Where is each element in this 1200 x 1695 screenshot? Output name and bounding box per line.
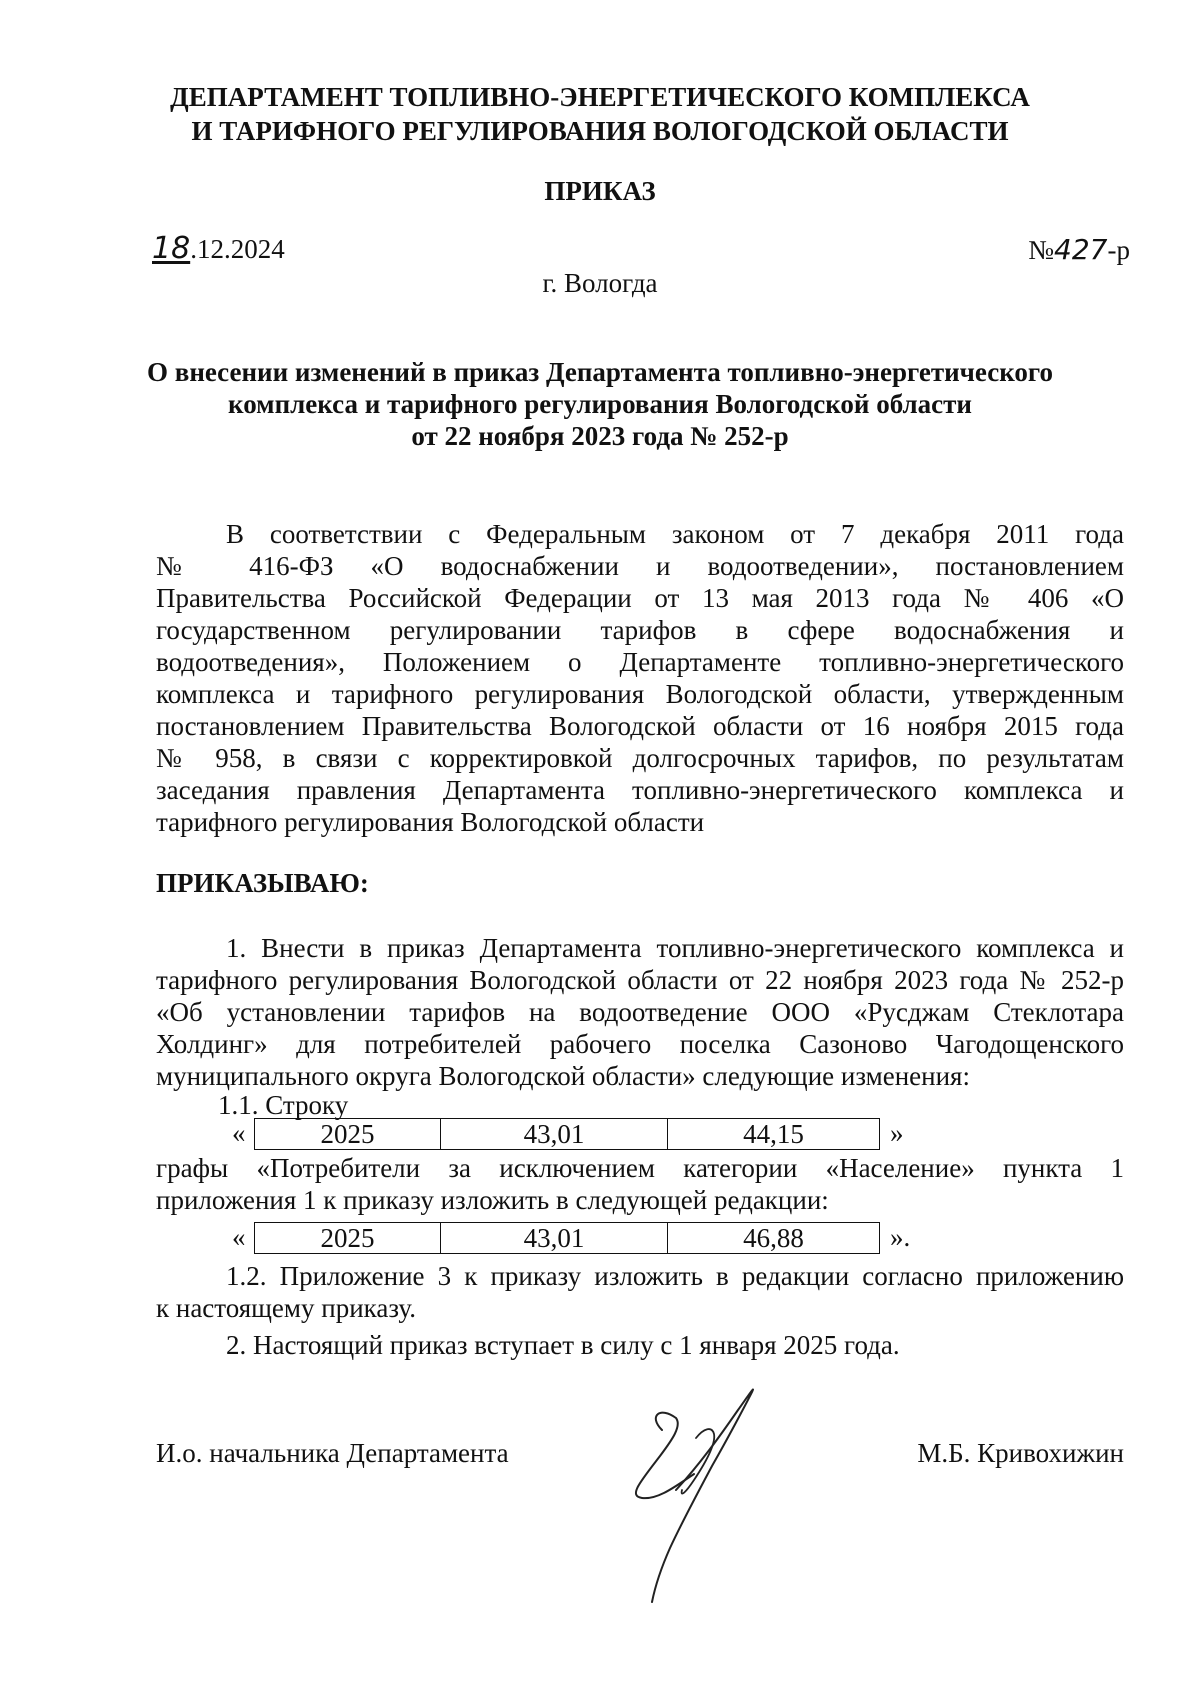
number-prefix: №: [1028, 235, 1055, 265]
date-month-year: .12.2024: [190, 234, 285, 264]
item-1-line: тарифного регулирования Вологодской области от 22 ноября 2023 года № 252-р: [156, 965, 1124, 995]
tariff-row-old-value1: 43,01: [441, 1119, 668, 1149]
item-1-2-line: к настоящему приказу.: [156, 1293, 416, 1323]
item-1-1-line: приложения 1 к приказу изложить в следующей редакции:: [156, 1185, 829, 1215]
preamble-line: государственном регулировании тарифов в сфере водоснабжения и: [156, 615, 1124, 645]
tariff-row-new-year: 2025: [255, 1223, 441, 1253]
item-1: [156, 932, 1124, 1092]
item-1-1-label: 1.1. Строку: [218, 1090, 349, 1120]
signatory-position: И.о. начальника Департамента: [156, 1438, 509, 1468]
tariff-row-new: [254, 1222, 880, 1254]
tariff-row-new-value2: 46,88: [743, 1222, 804, 1253]
number-suffix: -р: [1107, 235, 1130, 265]
row-old-open-quote: «: [232, 1118, 246, 1148]
number-handwritten: 427: [1054, 233, 1108, 266]
item-1-line: Холдинг» для потребителей рабочего поселка Сазоново Чагодощенского: [156, 1029, 1124, 1059]
tariff-row-new-value1: 43,01: [441, 1223, 668, 1253]
item-1-line: 1. Внести в приказ Департамента топливно-энергетического комплекса и: [226, 933, 1124, 963]
preamble-line: заседания правления Департамента топливно-энергетического комплекса и: [156, 775, 1124, 805]
row-old-close-quote: »: [890, 1118, 904, 1148]
preamble-line: комплекса и тарифного регулирования Вологодской области, утвержденным: [156, 679, 1124, 709]
preamble-line: Правительства Российской Федерации от 13 мая 2013 года № 406 «О: [156, 583, 1124, 613]
handwritten-signature: [600, 1378, 790, 1608]
tariff-row-old: [254, 1118, 880, 1150]
title-line: О внесении изменений в приказ Департамента топливно-энергетического: [146, 357, 1053, 387]
signatory-name: М.Б. Кривохижин: [917, 1438, 1124, 1468]
order-title: [140, 356, 1060, 452]
department-name-line1: ДЕПАРТАМЕНТ ТОПЛИВНО-ЭНЕРГЕТИЧЕСКОГО КОМПЛЕКСА: [170, 82, 1030, 112]
department-name-line2: И ТАРИФНОГО РЕГУЛИРОВАНИЯ ВОЛОГОДСКОЙ ОБЛАСТИ: [191, 116, 1009, 146]
city: г. Вологда: [542, 268, 658, 298]
title-line: комплекса и тарифного регулирования Вологодской области: [228, 389, 972, 419]
preamble-line: постановлением Правительства Вологодской области от 16 ноября 2015 года: [156, 711, 1124, 741]
row-new-close-quote: ».: [890, 1222, 911, 1252]
preamble-line: водоотведения», Положением о Департаменте топливно-энергетического: [156, 647, 1124, 677]
preamble-line: № 958, в связи с корректировкой долгосрочных тарифов, по результатам: [156, 743, 1124, 773]
preamble-line: В соответствии с Федеральным законом от 7 декабря 2011 года: [226, 519, 1124, 549]
item-1-2-line: 1.2. Приложение 3 к приказу изложить в редакции согласно приложению: [226, 1261, 1124, 1291]
date-day-handwritten: 18: [152, 231, 191, 266]
item-1-1-line: графы «Потребители за исключением категории «Население» пункта 1: [156, 1153, 1124, 1183]
row-new-open-quote: «: [232, 1222, 246, 1252]
preamble-line: № 416-ФЗ «О водоснабжении и водоотведении», постановлением: [156, 551, 1124, 581]
item-2: 2. Настоящий приказ вступает в силу с 1 января 2025 года.: [226, 1330, 900, 1360]
tariff-row-old-value2: 44,15: [743, 1118, 804, 1149]
tariff-row-old-year: 2025: [255, 1119, 441, 1149]
document-date: [152, 231, 285, 266]
item-1-line: муниципального округа Вологодской области» следующие изменения:: [156, 1061, 970, 1091]
title-line: от 22 ноября 2023 года № 252-р: [411, 421, 789, 451]
preamble: [156, 518, 1124, 838]
item-1-2: [156, 1260, 1124, 1324]
order-word: ПРИКАЗЫВАЮ:: [156, 868, 369, 898]
document-number: [950, 233, 1130, 266]
item-1-line: «Об установлении тарифов на водоотведение ООО «Русджам Стеклотара: [156, 997, 1124, 1027]
preamble-line: тарифного регулирования Вологодской области: [156, 807, 705, 837]
item-1-1-text: [156, 1152, 1124, 1216]
document-type: ПРИКАЗ: [544, 176, 656, 206]
